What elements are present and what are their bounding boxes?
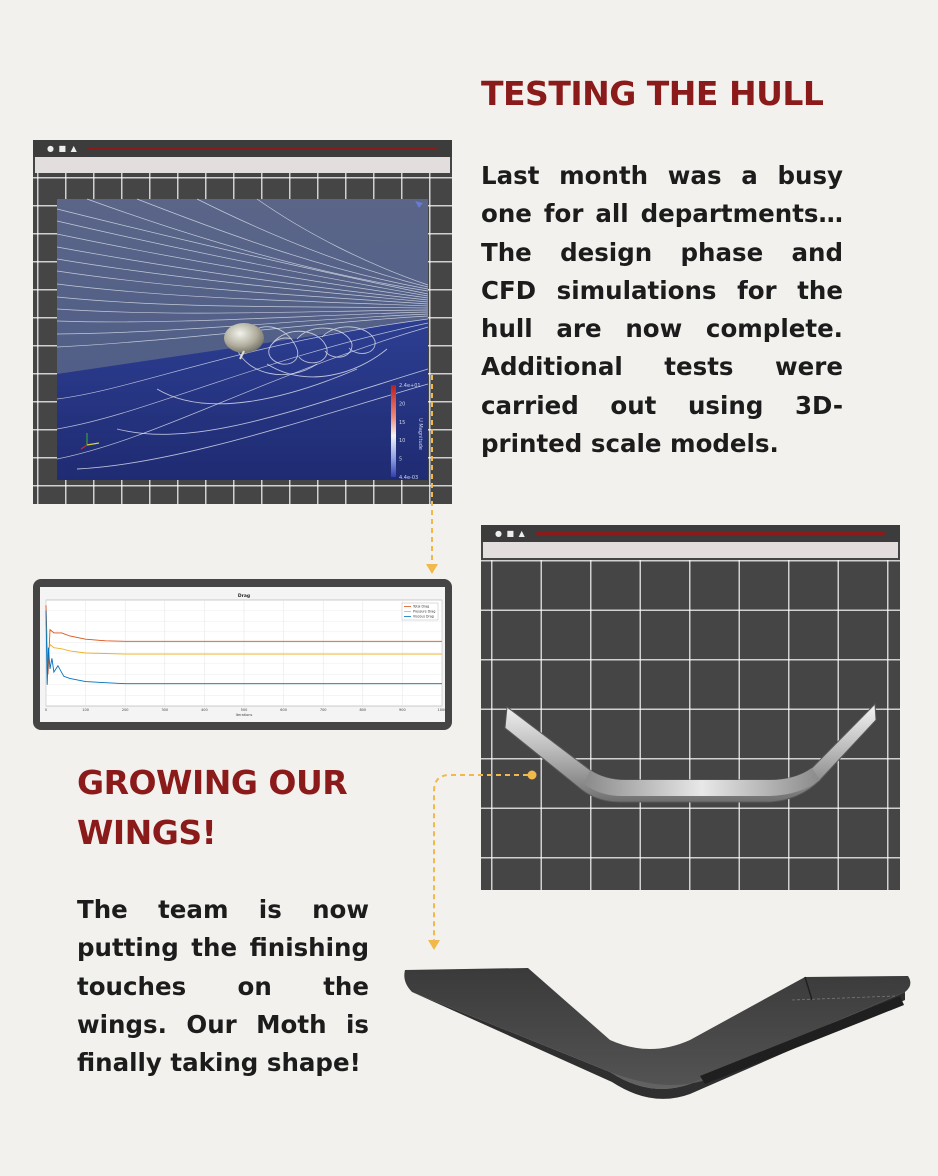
drag-chart-panel xyxy=(40,587,445,722)
grid-background xyxy=(481,560,900,890)
x-axis-label: Iterations xyxy=(235,713,253,717)
window-controls: ● ■ ▲ xyxy=(47,144,78,153)
window-titlebar xyxy=(481,525,900,542)
wings-heading: GROWING OUR WINGS! xyxy=(77,763,348,852)
x-tick-label: 900 xyxy=(399,708,406,712)
x-tick-label: 700 xyxy=(319,708,327,712)
drag-chart-window xyxy=(33,579,452,730)
window-toolbar xyxy=(35,157,450,173)
legend-tick-label: 20 xyxy=(399,401,406,408)
legend-entry: Viscous Drag xyxy=(413,614,434,619)
hull-paragraph: Last month was a busy one for all departments… The design phase and CFD simulations for the hull are now complete. Additional tests were carried out using 3D-printed scale models. xyxy=(481,161,843,459)
legend-entry: Pressure Drag xyxy=(413,609,436,614)
x-tick-label: 200 xyxy=(121,708,129,712)
cfd-render xyxy=(57,199,428,480)
legend-tick-label: 2.4e+01 xyxy=(399,383,421,389)
legend-entry: Total Drag xyxy=(413,604,430,609)
x-tick-label: 400 xyxy=(201,708,208,712)
legend-tick-label: 10 xyxy=(399,438,406,445)
drag-chart xyxy=(40,587,445,722)
x-tick-label: 100 xyxy=(82,708,89,712)
window-toolbar xyxy=(483,542,898,558)
legend-tick-label: 5 xyxy=(399,456,403,463)
legend-title: U Magnitude xyxy=(417,418,423,450)
x-tick-label: 500 xyxy=(240,708,248,712)
window-titlebar xyxy=(33,140,452,157)
x-tick-label: 0 xyxy=(44,708,48,712)
x-tick-label: 800 xyxy=(359,708,367,712)
wings-paragraph: The team is now putting the finishing touches on the wings. Our Moth is finally taking shape! xyxy=(77,895,369,1078)
legend-tick-label: 15 xyxy=(399,419,406,426)
wing-window xyxy=(481,525,900,890)
legend-tick-label: 4.4e-03 xyxy=(399,475,419,481)
window-controls: ● ■ ▲ xyxy=(495,529,526,538)
hull-heading: TESTING THE HULL xyxy=(481,74,824,113)
window-title-line xyxy=(536,532,885,535)
x-tick-label: 600 xyxy=(280,708,287,712)
x-tick-label: 1000 xyxy=(437,708,447,712)
window-title-line xyxy=(88,147,437,150)
wing-render xyxy=(404,968,910,1099)
chart-title: Drag xyxy=(237,594,251,599)
x-tick-label: 300 xyxy=(161,708,169,712)
